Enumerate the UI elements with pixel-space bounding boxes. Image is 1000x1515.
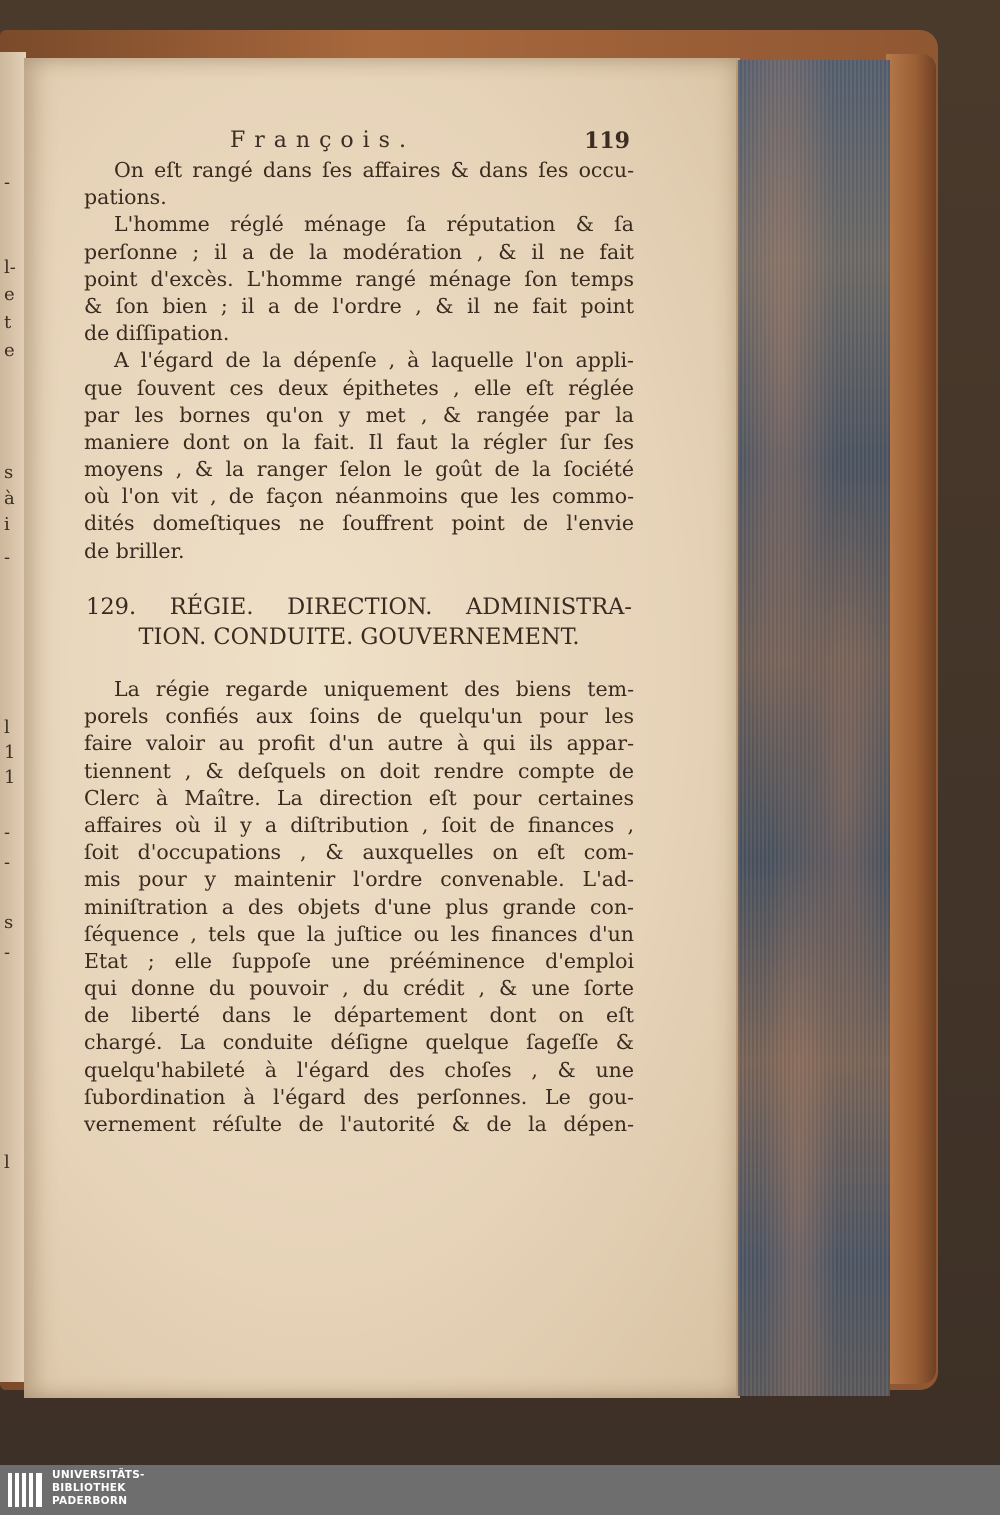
text-line: maniere dont on la fait. Il faut la régler ſur ſes <box>84 429 634 454</box>
text-line: Clerc à Maître. La direction eſt pour certaines <box>84 785 634 810</box>
heading-line: TION. CONDUITE. GOUVERNEMENT. <box>138 624 580 650</box>
library-logo-icon <box>8 1473 46 1507</box>
text-line: perſonne ; il a de la modération , & il ne fait <box>84 239 634 264</box>
left-page-sliver <box>0 52 26 1382</box>
text-line: miniſtration a des objets d'une plus grande con- <box>84 894 634 919</box>
text-line: A l'égard de la dépenſe , à laquelle l'on appli- <box>114 348 634 373</box>
text-line: tiennent , & deſquels on doit rendre compte de <box>84 758 634 783</box>
left-page-fragment: - <box>4 852 11 873</box>
text-line: La régie regarde uniquement des biens tem- <box>114 677 634 701</box>
text-line: faire valoir au profit d'un autre à qui ils appar- <box>84 731 634 756</box>
left-page-fragment: e <box>4 340 15 361</box>
text-line: de diſſipation. <box>84 321 230 346</box>
text-line: quelqu'habileté à l'égard des choſes , & une <box>84 1057 634 1082</box>
text-line: où l'on vit , de façon néanmoins que les commo- <box>84 484 634 509</box>
text-line: ſéquence , tels que la juſtice ou les finances d'un <box>84 921 634 946</box>
text-line: par les bornes qu'on y met , & rangée par la <box>84 402 634 427</box>
text-line: & ſon bien ; il a de l'ordre , & il ne fait point <box>84 293 634 318</box>
left-page-fragment: e <box>4 284 15 305</box>
page-edges <box>736 60 890 1396</box>
left-page-fragment: l <box>4 1152 10 1173</box>
text-line: Etat ; elle ſuppoſe une prééminence d'emploi <box>84 948 634 973</box>
left-page-fragment: s <box>4 462 14 483</box>
left-page-fragment: - <box>4 547 11 568</box>
left-page-fragment: - <box>4 942 11 963</box>
text-line: que ſouvent ces deux épithetes , elle eſt réglée <box>84 375 634 400</box>
text-line: affaires où il y a diſtribution , ſoit de finances , <box>84 812 634 837</box>
text-line: point d'excès. L'homme rangé ménage ſon temps <box>84 266 634 291</box>
left-page-fragment: - <box>4 172 11 193</box>
text-line: L'homme réglé ménage ſa réputation & ſa <box>114 212 634 237</box>
library-name-line: UNIVERSITÄTS- <box>52 1469 145 1481</box>
text-line: moyens , & la ranger ſelon le goût de la ſociété <box>84 457 634 482</box>
text-line: On eſt rangé dans ſes affaires & dans ſes occu- <box>114 158 634 182</box>
library-name-line: PADERBORN <box>52 1495 128 1507</box>
text-block-top <box>84 157 634 565</box>
left-page-fragment: i <box>4 514 10 535</box>
text-line: dités domeſtiques ne ſouffrent point de l'envie <box>84 511 634 536</box>
text-line: de briller. <box>84 538 185 563</box>
left-page-fragment: - <box>4 822 11 843</box>
library-footer <box>0 1465 1000 1515</box>
library-name-line: BIBLIOTHEK <box>52 1482 126 1494</box>
left-page-fragment: t <box>4 312 12 333</box>
page-number: 119 <box>584 128 630 154</box>
text-line: qui donne du pouvoir , du crédit , & une ſorte <box>84 976 634 1001</box>
library-name <box>52 1469 145 1508</box>
text-line: ſoit d'occupations , & auxquelles on eſt com- <box>84 840 634 865</box>
text-line: mis pour y maintenir l'ordre convenable. L'ad- <box>84 867 634 892</box>
left-page-fragment: s <box>4 912 14 933</box>
running-head-title: François. <box>230 128 415 153</box>
text-line: chargé. La conduite déſigne quelque ſageſſe & <box>84 1030 634 1055</box>
text-block-bottom <box>84 676 634 1138</box>
left-page-fragment: à <box>4 488 15 509</box>
section-heading <box>86 592 632 652</box>
text-line: vernement réſulte de l'autorité & de la dépen- <box>84 1112 634 1136</box>
text-line: de liberté dans le département dont on eſt <box>84 1003 634 1028</box>
text-line: pations. <box>84 185 167 210</box>
left-page-fragment: 1 <box>4 742 16 763</box>
left-page-fragment: l- <box>4 257 16 278</box>
text-line: porels confiés aux ſoins de quelqu'un pour les <box>84 704 634 729</box>
heading-line: 129. RÉGIE. DIRECTION. ADMINISTRA- <box>86 594 632 620</box>
text-line: ſubordination à l'égard des perſonnes. Le gou- <box>84 1084 634 1109</box>
left-page-fragment: 1 <box>4 767 16 788</box>
left-page-fragment: l <box>4 717 10 738</box>
cover-edge <box>886 54 936 1384</box>
